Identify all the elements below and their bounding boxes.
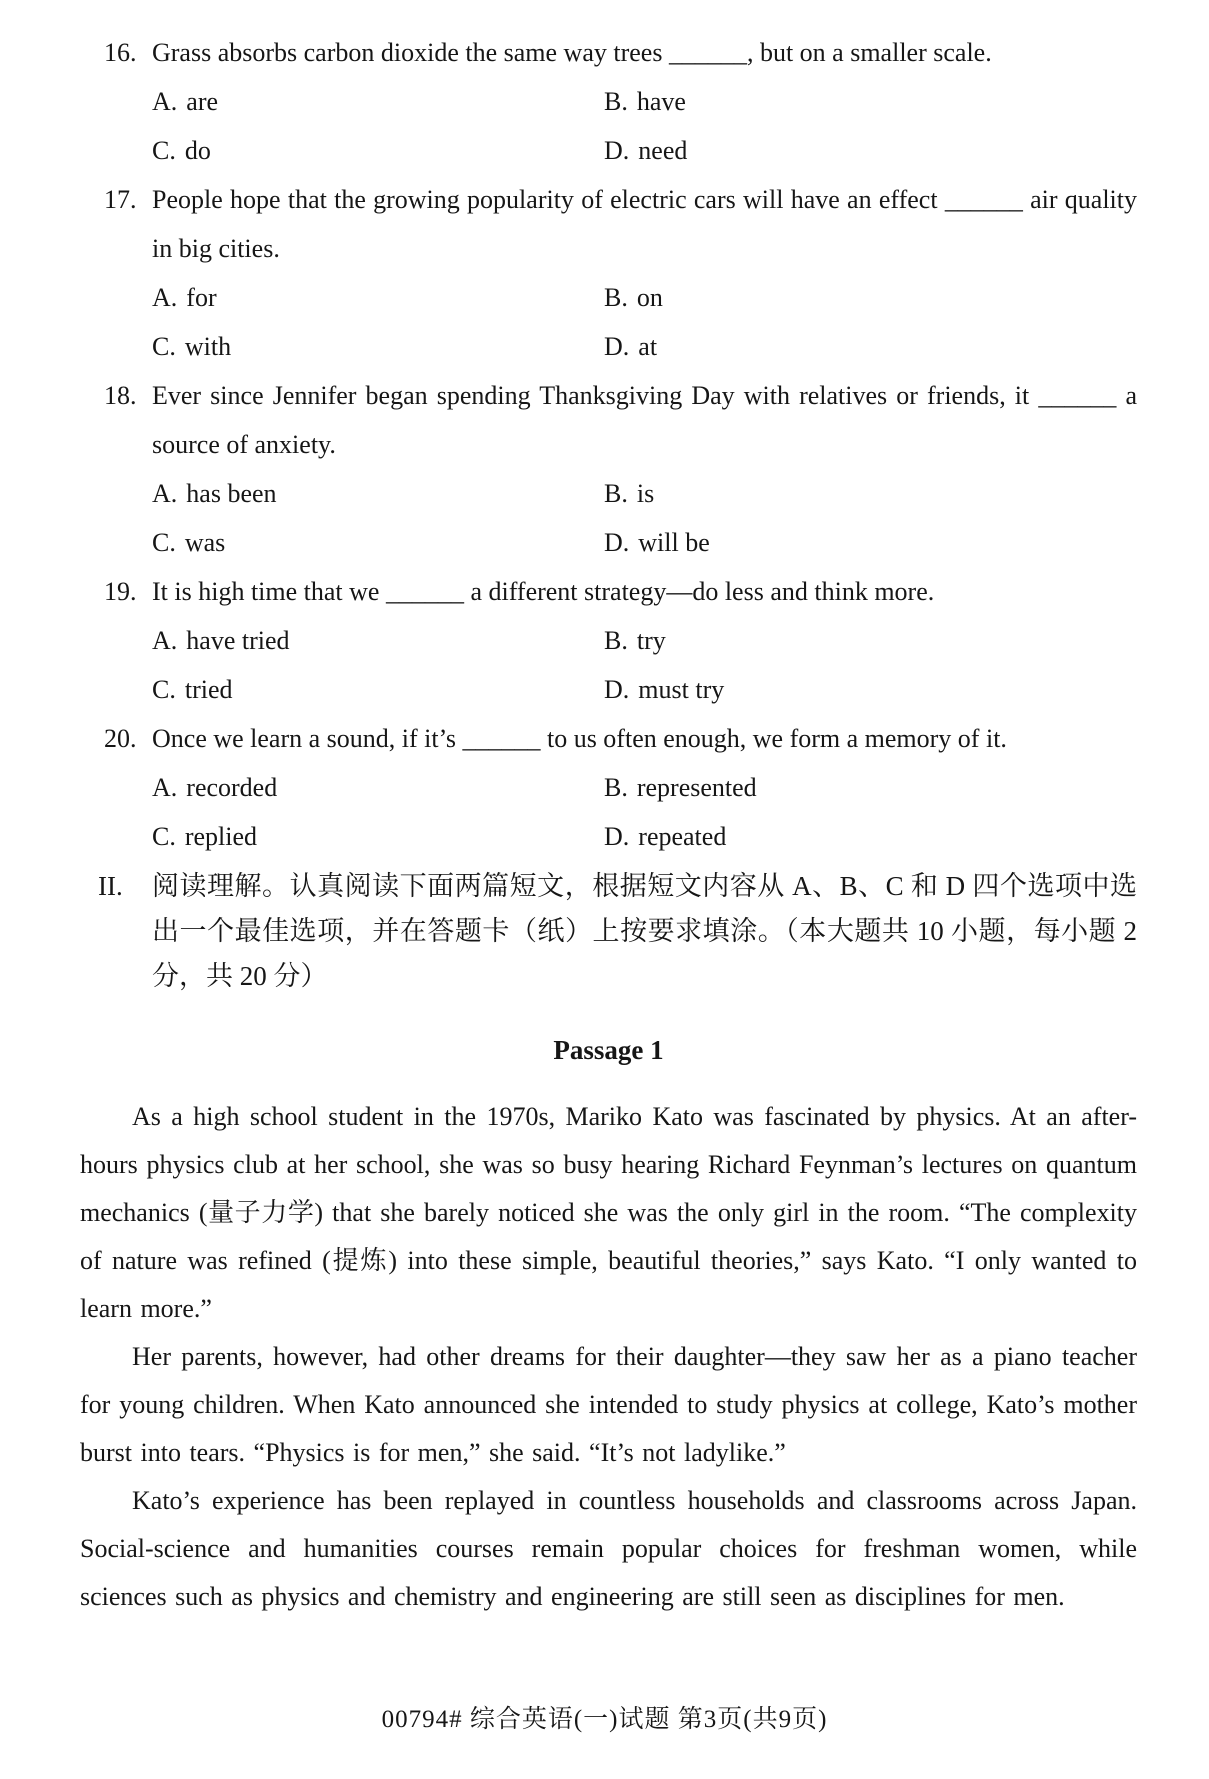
option-20-a [152,763,604,812]
section-number: II. [98,871,123,901]
option-text: will be [638,528,710,557]
question-17 [104,175,1137,371]
options-grid [152,763,1137,861]
option-18-d [604,518,1137,567]
option-text: do [184,136,211,165]
option-label: D. [604,822,630,851]
question-number: 19. [104,577,137,606]
option-label: A. [152,479,178,508]
option-label: C. [152,332,176,361]
option-20-c [152,812,604,861]
option-label: C. [152,822,176,851]
option-text: must try [638,675,725,704]
option-16-c [152,126,604,175]
question-number: 17. [104,185,137,214]
question-text: It is high time that we ______ a different strategy—do less and think more. [152,577,935,606]
option-label: B. [604,626,628,655]
passage-paragraph: Her parents, however, had other dreams for their daughter—they saw her as a piano teacher for young children. When Kato announced she intended to study physics at college, Kato’s mother burst into tears. “Physics is for men,” she said. “It’s not ladylike.” [80,1342,1137,1467]
option-17-d [604,322,1137,371]
option-label: C. [152,528,176,557]
option-text: on [636,283,663,312]
passage-body [80,1093,1137,1621]
option-text: at [638,332,658,361]
option-label: D. [604,332,630,361]
options-grid [152,469,1137,567]
option-text: represented [636,773,757,802]
option-19-a [152,616,604,665]
question-text: Once we learn a sound, if it’s ______ to us often enough, we form a memory of it. [152,724,1007,753]
option-text: was [184,528,226,557]
option-18-c [152,518,604,567]
option-label: C. [152,136,176,165]
options-grid [152,77,1137,175]
option-text: are [186,87,219,116]
option-label: B. [604,479,628,508]
option-label: D. [604,528,630,557]
option-text: have tried [186,626,290,655]
page-footer: 00794# 综合英语(一)试题 第3页(共9页) [381,1706,828,1733]
option-label: B. [604,283,628,312]
option-label: A. [152,626,178,655]
option-text: try [636,626,666,655]
option-text: tried [184,675,233,704]
option-label: C. [152,675,176,704]
option-19-d [604,665,1137,714]
option-19-b [604,616,1137,665]
option-17-a [152,273,604,322]
question-20 [104,714,1137,861]
option-text: recorded [186,773,278,802]
option-16-b [604,77,1137,126]
option-text: has been [186,479,277,508]
option-text: repeated [638,822,727,851]
question-text: Ever since Jennifer began spending Thanksgiving Day with relatives or friends, it ______ a source of anxiety. [152,381,1137,459]
question-number: 18. [104,381,137,410]
option-label: D. [604,136,630,165]
option-label: B. [604,773,628,802]
option-label: A. [152,283,178,312]
option-text: replied [184,822,258,851]
section-instructions: 阅读理解。认真阅读下面两篇短文，根据短文内容从 A、B、C 和 D 四个选项中选出一个最佳选项，并在答题卡（纸）上按要求填涂。（本大题共 10 小题，每小题 2 分，共 20 分） [152,871,1137,991]
option-17-b [604,273,1137,322]
option-label: A. [152,773,178,802]
question-text: People hope that the growing popularity of electric cars will have an effect ______ air quality in big cities. [152,185,1137,263]
section-ii-heading [98,864,1137,999]
option-16-d [604,126,1137,175]
option-20-b [604,763,1137,812]
question-text: Grass absorbs carbon dioxide the same way trees ______, but on a smaller scale. [152,38,992,67]
question-number: 16. [104,38,137,67]
option-18-a [152,469,604,518]
option-text: with [184,332,232,361]
question-18 [104,371,1137,567]
passage-title: Passage 1 [553,1035,664,1065]
question-16 [104,28,1137,175]
option-text: need [638,136,688,165]
passage-paragraph: As a high school student in the 1970s, Mariko Kato was fascinated by physics. At an after-hours physics club at her school, she was so busy hearing Richard Feynman’s lectures on quantum mechanics (量子力学) that she barely noticed she was the only girl in the room. “The complexity of nature was refined (提炼) into these simple, beautiful theories,” says Kato. “I only wanted to learn more.” [80,1102,1137,1323]
option-text: is [636,479,655,508]
option-18-b [604,469,1137,518]
option-label: A. [152,87,178,116]
passage-paragraph: Kato’s experience has been replayed in countless households and classrooms across Japan. Social-science and humanities courses remain popular choices for freshman women, while sciences such as physics and chemistry and engineering are still seen as disciplines for men. [80,1486,1137,1611]
options-grid [152,273,1137,371]
option-label: D. [604,675,630,704]
option-16-a [152,77,604,126]
option-text: have [636,87,686,116]
option-19-c [152,665,604,714]
question-19 [104,567,1137,714]
question-number: 20. [104,724,137,753]
option-20-d [604,812,1137,861]
options-grid [152,616,1137,714]
option-17-c [152,322,604,371]
option-label: B. [604,87,628,116]
option-text: for [186,283,217,312]
